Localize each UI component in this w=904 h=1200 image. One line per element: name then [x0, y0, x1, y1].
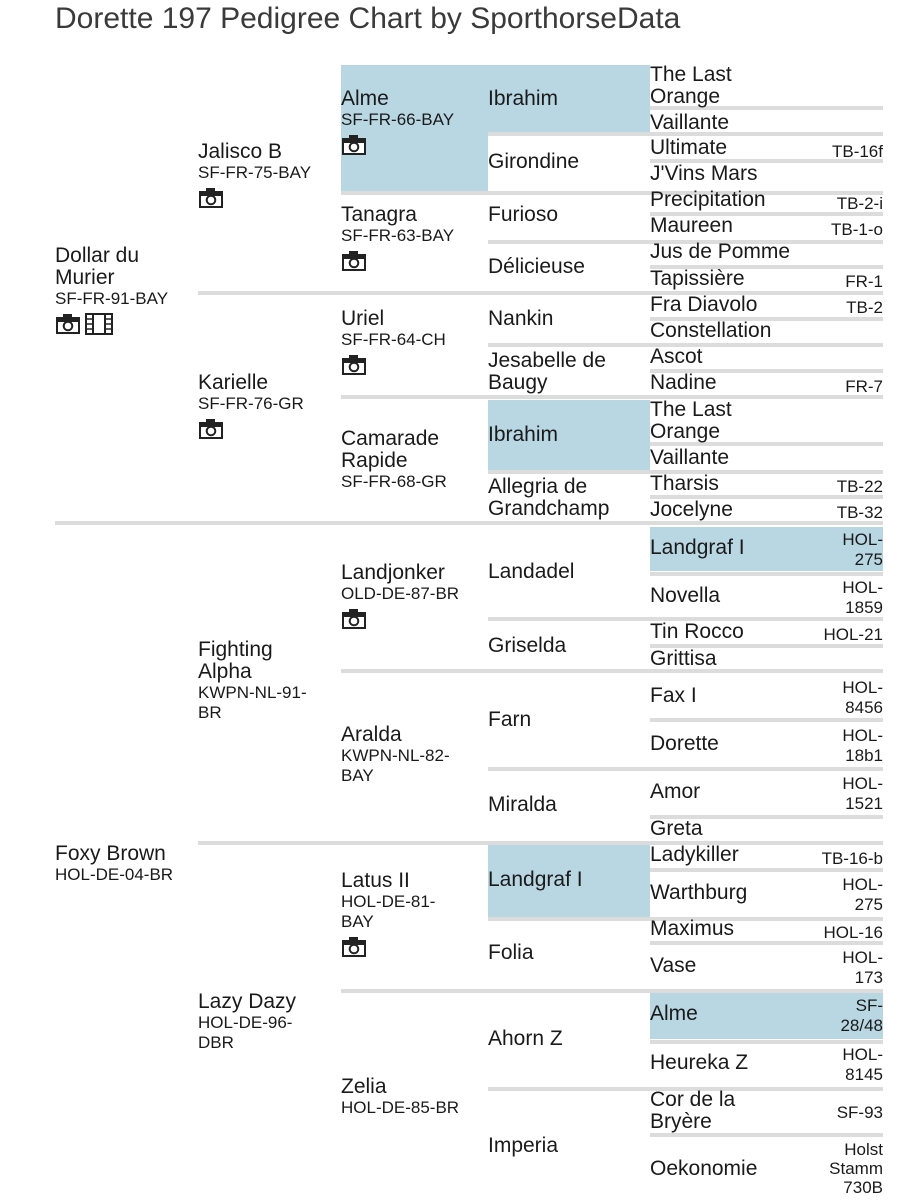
horse-gen3[interactable] [341, 88, 486, 156]
horse-gen5[interactable] [650, 945, 883, 989]
horse-gen5[interactable] [650, 1089, 883, 1133]
horse-gen5[interactable] [650, 1137, 883, 1199]
horse-gen3[interactable] [341, 204, 486, 272]
horse-gen5[interactable] [650, 723, 883, 767]
horse-name[interactable]: Jalisco B [198, 140, 283, 163]
horse-gen3[interactable] [341, 1076, 486, 1118]
horse-gen5[interactable] [650, 647, 883, 671]
horse-registration: Holst Stamm 730B [829, 1140, 883, 1197]
horse-gen5[interactable] [650, 189, 883, 213]
horse-registration: HOL-DE-85-BR [341, 1098, 460, 1117]
horse-gen4[interactable]: Ibrahim [488, 87, 559, 110]
horse-gen5[interactable] [650, 993, 883, 1039]
horse-registration: SF-FR-63-BAY [341, 226, 455, 245]
horse-registration: FR-1 [845, 272, 883, 291]
film-icon[interactable] [85, 313, 113, 335]
horse-registration: TB-22 [836, 477, 883, 496]
horse-gen4[interactable]: Jesabelle de Baugy [488, 349, 606, 394]
horse-gen5[interactable] [650, 817, 883, 841]
horse-name[interactable]: J'Vins Mars [650, 162, 758, 185]
horse-name[interactable]: Ascot [650, 345, 703, 368]
horse-gen4[interactable]: Landadel [488, 560, 575, 583]
horse-name[interactable]: Greta [650, 817, 703, 840]
horse-registration: HOL-1859 [842, 578, 883, 617]
horse-gen3[interactable] [341, 562, 486, 630]
horse-name[interactable]: Camarade Rapide [341, 427, 440, 472]
camera-icon[interactable] [341, 134, 367, 156]
horse-gen4[interactable]: Miralda [488, 793, 557, 816]
horse-name[interactable]: Zelia [341, 1075, 387, 1098]
horse-name[interactable]: Karielle [198, 371, 269, 394]
horse-gen5[interactable] [650, 575, 883, 619]
horse-gen4[interactable]: Landgraf I [488, 868, 583, 891]
horse-name[interactable]: The Last Orange [650, 398, 732, 443]
horse-registration: TB-2-i [836, 194, 883, 213]
horse-gen4[interactable]: Ahorn Z [488, 1027, 563, 1050]
horse-gen4[interactable]: Farn [488, 708, 532, 731]
horse-name[interactable]: Maximus [650, 917, 735, 940]
horse-name[interactable]: Jocelyne [650, 498, 733, 521]
horse-gen2[interactable] [198, 991, 318, 1053]
horse-gen5[interactable] [650, 268, 883, 292]
horse-registration: HOL-8145 [842, 1045, 883, 1084]
horse-registration: HOL-18b1 [842, 726, 883, 765]
horse-gen5[interactable] [650, 872, 883, 916]
horse-registration: FR-7 [845, 377, 883, 396]
horse-name[interactable]: Nadine [650, 371, 717, 394]
horse-name[interactable]: Fighting Alpha [198, 638, 273, 683]
horse-registration: TB-16f [831, 142, 883, 161]
horse-registration: TB-32 [836, 503, 883, 522]
horse-name[interactable]: Ultimate [650, 136, 728, 159]
horse-gen5[interactable] [650, 215, 883, 239]
horse-registration: SF-93 [836, 1103, 883, 1122]
horse-gen2[interactable] [198, 372, 338, 440]
horse-name[interactable]: Amor [650, 780, 701, 803]
horse-gen3[interactable] [341, 428, 461, 492]
horse-gen5[interactable] [650, 372, 883, 396]
horse-gen4[interactable]: Délicieuse [488, 255, 585, 278]
horse-gen5[interactable] [650, 675, 883, 719]
horse-gen5[interactable] [650, 446, 883, 470]
horse-name[interactable]: Tin Rocco [650, 620, 744, 643]
horse-name[interactable]: Dorette [650, 732, 719, 755]
horse-registration: HOL-8456 [842, 678, 883, 717]
horse-name[interactable]: Alme [341, 87, 389, 110]
horse-name[interactable]: Vaillante [650, 446, 729, 469]
horse-gen5[interactable] [650, 472, 883, 496]
horse-registration: TB-16-b [821, 849, 883, 868]
horse-dam[interactable] [55, 843, 195, 885]
horse-registration: SF-28/48 [840, 996, 883, 1035]
horse-registration: HOL-DE-04-BR [55, 865, 174, 884]
horse-gen5[interactable] [650, 498, 883, 522]
horse-registration: SF-FR-68-GR [341, 472, 447, 491]
horse-sire[interactable] [55, 245, 195, 335]
horse-gen5[interactable] [650, 64, 883, 108]
camera-icon[interactable] [341, 250, 367, 272]
horse-name[interactable]: Dollar du Murier [55, 244, 140, 289]
horse-gen3[interactable] [341, 870, 461, 958]
horse-registration: SF-FR-76-GR [198, 394, 304, 413]
horse-name[interactable]: Tanagra [341, 203, 417, 226]
horse-name[interactable]: Cor de la Bryère [650, 1088, 736, 1133]
horse-name[interactable]: Grittisa [650, 647, 717, 670]
horse-registration: HOL-16 [823, 923, 883, 942]
horse-registration: SF-FR-91-BAY [55, 289, 169, 308]
horse-gen5[interactable] [650, 136, 883, 160]
camera-icon[interactable] [198, 187, 224, 209]
camera-icon[interactable] [341, 354, 367, 376]
horse-gen4[interactable]: Folia [488, 941, 534, 964]
horse-registration: KWPN-NL-91-BR [198, 683, 307, 722]
horse-gen3[interactable] [341, 724, 469, 786]
horse-name[interactable]: Vase [650, 954, 697, 977]
horse-registration: HOL-1521 [842, 774, 883, 813]
horse-gen4[interactable]: Nankin [488, 307, 554, 330]
horse-name[interactable]: Tapissière [650, 267, 745, 290]
horse-name[interactable]: Warthburg [650, 881, 748, 904]
horse-registration: HOL-275 [842, 530, 883, 569]
camera-icon[interactable] [55, 313, 81, 335]
horse-gen5[interactable] [650, 620, 883, 644]
horse-name[interactable]: Fra Diavolo [650, 293, 758, 316]
horse-name[interactable]: Novella [650, 584, 721, 607]
horse-gen5[interactable] [650, 346, 883, 370]
horse-registration: SF-FR-66-BAY [341, 110, 455, 129]
horse-registration: KWPN-NL-82-BAY [341, 746, 450, 785]
horse-registration: HOL-173 [842, 948, 883, 987]
horse-registration: HOL-DE-96-DBR [198, 1013, 293, 1052]
horse-name[interactable]: Ladykiller [650, 843, 739, 866]
horse-name[interactable]: Maureen [650, 214, 733, 237]
horse-registration: HOL-DE-81-BAY [341, 892, 436, 931]
horse-gen4[interactable]: Allegria de Grandchamp [488, 475, 610, 520]
camera-icon[interactable] [341, 608, 367, 630]
horse-gen5[interactable] [650, 918, 883, 942]
horse-registration: SF-FR-64-CH [341, 330, 446, 349]
horse-name[interactable]: Precipitation [650, 188, 766, 211]
horse-name[interactable]: Heureka Z [650, 1051, 749, 1074]
horse-name[interactable]: Oekonomie [650, 1157, 758, 1180]
horse-gen5[interactable] [650, 241, 883, 265]
page-title: Dorette 197 Pedigree Chart by SporthorseData [55, 2, 681, 35]
horse-registration: TB-2 [846, 298, 883, 317]
horse-gen5[interactable] [650, 294, 883, 318]
horse-gen5[interactable] [650, 320, 883, 344]
horse-gen5[interactable] [650, 110, 883, 134]
horse-gen3[interactable] [341, 308, 486, 376]
horse-name[interactable]: Landgraf I [650, 536, 745, 559]
horse-gen5[interactable] [650, 527, 883, 571]
horse-gen4[interactable]: Girondine [488, 150, 580, 173]
horse-name[interactable]: Lazy Dazy [198, 990, 297, 1013]
horse-gen2[interactable] [198, 639, 330, 723]
horse-name[interactable]: Uriel [341, 307, 385, 330]
camera-icon[interactable] [198, 418, 224, 440]
horse-gen5[interactable] [650, 399, 883, 443]
horse-name[interactable]: Jus de Pomme [650, 240, 791, 263]
horse-name[interactable]: Constellation [650, 319, 772, 342]
horse-name[interactable]: Aralda [341, 723, 402, 746]
horse-gen5[interactable] [650, 163, 883, 187]
horse-registration: OLD-DE-87-BR [341, 584, 460, 603]
horse-gen4[interactable]: Griselda [488, 634, 567, 657]
horse-registration: HOL-21 [823, 625, 883, 644]
horse-name[interactable]: The Last Orange [650, 63, 732, 108]
horse-gen4[interactable]: Furioso [488, 203, 559, 226]
horse-name[interactable]: Landjonker [341, 561, 445, 584]
camera-icon[interactable] [341, 936, 367, 958]
horse-name[interactable]: Vaillante [650, 111, 729, 134]
horse-registration: SF-FR-75-BAY [198, 163, 312, 182]
horse-gen4[interactable]: Imperia [488, 1134, 559, 1157]
horse-registration: HOL-275 [842, 875, 883, 914]
horse-gen2[interactable] [198, 141, 338, 209]
horse-gen4[interactable]: Ibrahim [488, 423, 559, 446]
horse-name[interactable]: Tharsis [650, 472, 719, 495]
horse-name[interactable]: Fax I [650, 684, 697, 707]
horse-name[interactable]: Latus II [341, 869, 410, 892]
horse-name[interactable]: Alme [650, 1002, 698, 1025]
horse-gen5[interactable] [650, 1042, 883, 1086]
horse-name[interactable]: Foxy Brown [55, 842, 166, 865]
horse-registration: TB-1-o [831, 220, 883, 239]
horse-gen5[interactable] [650, 771, 883, 815]
horse-gen5[interactable] [650, 844, 883, 868]
